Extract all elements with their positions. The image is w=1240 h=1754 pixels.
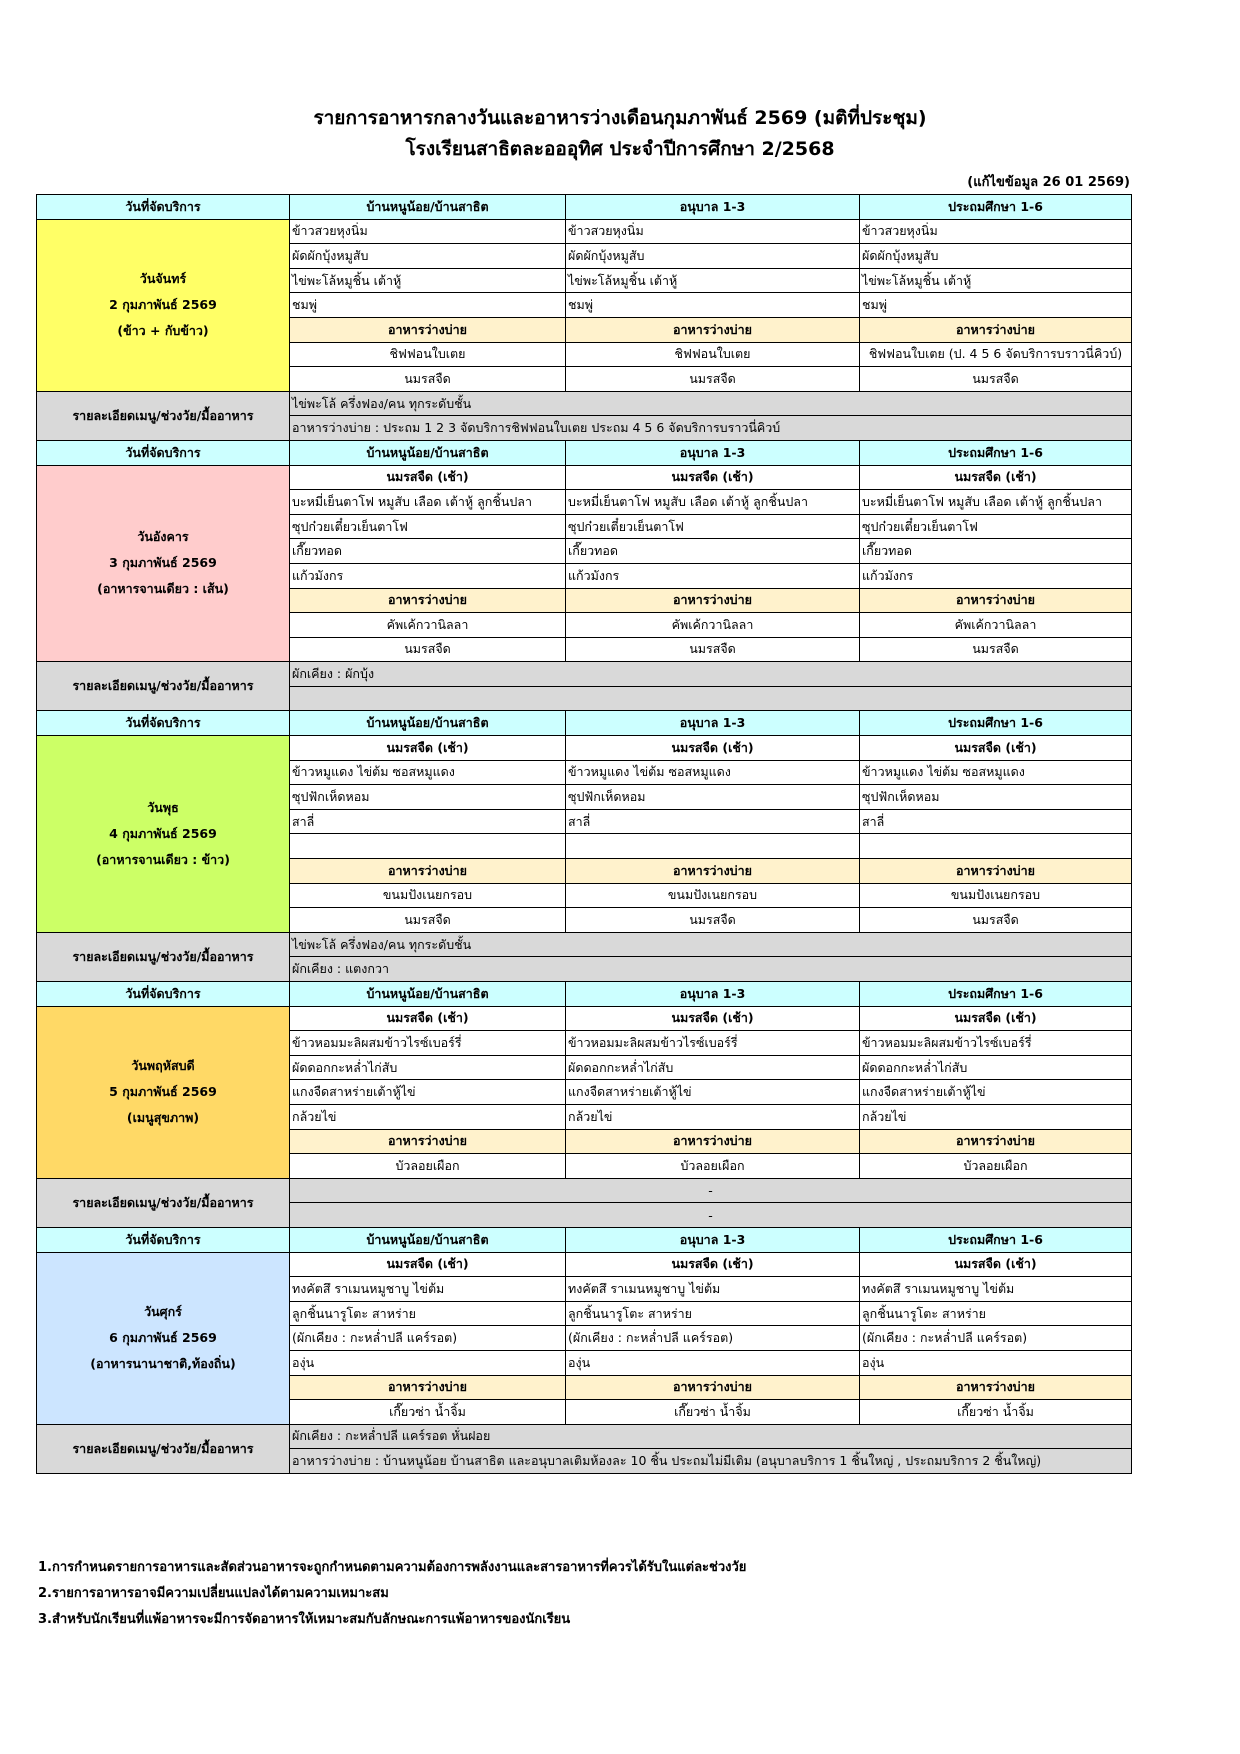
service-day-header: วันที่จัดบริการ <box>37 982 290 1007</box>
dish-cell: ข้าวหอมมะลิผสมข้าวไรซ์เบอร์รี่ <box>566 1031 860 1056</box>
dish-cell: ชมพู่ <box>290 293 566 318</box>
snack-header-cell: อาหารว่างบ่าย <box>860 317 1132 342</box>
col-header-house: บ้านหนูน้อย/บ้านสาธิต <box>290 711 566 736</box>
dish-cell: ลูกชิ้นนารูโตะ สาหร่าย <box>860 1301 1132 1326</box>
day-name: วันพุธ <box>147 799 179 815</box>
footnote: 2.รายการอาหารอาจมีความเปลี่ยนแปลงได้ตามความเหมาะสม <box>38 1586 389 1601</box>
dish-cell: องุ่น <box>566 1350 860 1375</box>
snack-header-cell: อาหารว่างบ่าย <box>290 317 566 342</box>
dish-cell: ข้าวหอมมะลิผสมข้าวไรซ์เบอร์รี่ <box>860 1031 1132 1056</box>
morning-milk-cell: นมรสจืด (เช้า) <box>290 736 566 761</box>
day-date: 4 กุมภาพันธ์ 2569 <box>109 825 217 841</box>
morning-milk-cell: นมรสจืด (เช้า) <box>860 1252 1132 1277</box>
dish-cell: ทงคัตสึ ราเมนหมูชาบู ไข่ต้ม <box>290 1277 566 1302</box>
col-header-primary: ประถมศึกษา 1-6 <box>860 711 1132 736</box>
day-type: (อาหารจานเดียว : เส้น) <box>97 581 229 597</box>
menu-row <box>37 1252 1132 1277</box>
snack-header-cell: อาหารว่างบ่าย <box>860 859 1132 884</box>
dish-cell: ผัดดอกกะหล่ำไก่สับ <box>860 1055 1132 1080</box>
day-label-cell <box>37 465 290 662</box>
col-header-house: บ้านหนูน้อย/บ้านสาธิต <box>290 195 566 220</box>
dish-cell: ข้าวหอมมะลิผสมข้าวไรซ์เบอร์รี่ <box>290 1031 566 1056</box>
dish-cell: แกงจืดสาหร่ายเต้าหู้ไข่ <box>566 1080 860 1105</box>
morning-milk-cell: นมรสจืด (เช้า) <box>566 736 860 761</box>
morning-milk-cell: นมรสจืด (เช้า) <box>290 465 566 490</box>
day-name: วันศุกร์ <box>144 1304 182 1320</box>
snack-header-cell: อาหารว่างบ่าย <box>566 588 860 613</box>
snack-header-cell: อาหารว่างบ่าย <box>860 1375 1132 1400</box>
day-header-row <box>37 195 1132 220</box>
snack-item-cell: ขนมปังเนยกรอบ <box>566 883 860 908</box>
dish-cell: สาลี่ <box>290 809 566 834</box>
edit-note: (แก้ไขข้อมูล 26 01 2569) <box>967 175 1130 190</box>
dish-cell: ชมพู่ <box>860 293 1132 318</box>
snack-header-cell: อาหารว่างบ่าย <box>566 1375 860 1400</box>
dish-cell: ชมพู่ <box>566 293 860 318</box>
snack-item-cell: ขนมปังเนยกรอบ <box>860 883 1132 908</box>
details-value-cell <box>290 686 1132 711</box>
col-header-primary: ประถมศึกษา 1-6 <box>860 1227 1132 1252</box>
details-label-cell: รายละเอียดเมนู/ช่วงวัย/มื้ออาหาร <box>37 1424 290 1473</box>
dish-cell: ซุปฟักเห็ดหอม <box>860 785 1132 810</box>
details-row <box>37 932 1132 957</box>
day-header-row <box>37 440 1132 465</box>
snack-header-cell: อาหารว่างบ่าย <box>290 1129 566 1154</box>
snack-header-cell: อาหารว่างบ่าย <box>860 588 1132 613</box>
dish-cell: แก้วมังกร <box>860 563 1132 588</box>
day-type: (ข้าว + กับข้าว) <box>117 323 209 339</box>
snack-item-cell: คัพเค้กวานิลลา <box>290 613 566 638</box>
menu-row <box>37 465 1132 490</box>
details-value-cell: ไข่พะโล้ ครึ่งฟอง/คน ทุกระดับชั้น <box>290 932 1132 957</box>
dish-cell: แก้วมังกร <box>566 563 860 588</box>
snack-item-cell: นมรสจืด <box>860 908 1132 933</box>
dish-cell: ผัดผักบุ้งหมูสับ <box>290 244 566 269</box>
dish-cell <box>860 834 1132 859</box>
snack-header-cell: อาหารว่างบ่าย <box>290 588 566 613</box>
snack-item-cell: นมรสจืด <box>290 637 566 662</box>
snack-item-cell: ขนมปังเนยกรอบ <box>290 883 566 908</box>
col-header-primary: ประถมศึกษา 1-6 <box>860 982 1132 1007</box>
dish-cell: แก้วมังกร <box>290 563 566 588</box>
col-header-primary: ประถมศึกษา 1-6 <box>860 195 1132 220</box>
snack-item-cell: นมรสจืด <box>290 908 566 933</box>
snack-item-cell: บัวลอยเผือก <box>290 1154 566 1179</box>
details-value-cell: ผักเคียง : กะหล่ำปลี แคร์รอต หั่นฝอย <box>290 1424 1132 1449</box>
day-date: 3 กุมภาพันธ์ 2569 <box>109 555 217 571</box>
dish-cell: สาลี่ <box>860 809 1132 834</box>
day-header-row <box>37 1227 1132 1252</box>
day-name: วันจันทร์ <box>139 271 187 287</box>
snack-item-cell: เกี๊ยวซ่า น้ำจิ้ม <box>566 1400 860 1425</box>
day-name: วันอังคาร <box>137 529 189 545</box>
snack-item-cell: นมรสจืด <box>290 367 566 392</box>
col-header-primary: ประถมศึกษา 1-6 <box>860 440 1132 465</box>
morning-milk-cell: นมรสจืด (เช้า) <box>860 465 1132 490</box>
details-row <box>37 1424 1132 1449</box>
dish-cell: ข้าวสวยหุงนิ่ม <box>860 219 1132 244</box>
dish-cell: (ผักเคียง : กะหล่ำปลี แคร์รอต) <box>290 1326 566 1351</box>
day-date: 2 กุมภาพันธ์ 2569 <box>109 297 217 313</box>
dish-cell: กล้วยไข่ <box>566 1104 860 1129</box>
dish-cell: ข้าวหมูแดง ไข่ต้ม ซอสหมูแดง <box>290 760 566 785</box>
snack-item-cell: คัพเค้กวานิลลา <box>860 613 1132 638</box>
col-header-kindergarten: อนุบาล 1-3 <box>566 711 860 736</box>
details-row <box>37 391 1132 416</box>
snack-item-cell: ชิฟฟอนใบเตย <box>566 342 860 367</box>
dish-cell: ข้าวหมูแดง ไข่ต้ม ซอสหมูแดง <box>566 760 860 785</box>
dish-cell: ลูกชิ้นนารูโตะ สาหร่าย <box>290 1301 566 1326</box>
details-label-cell: รายละเอียดเมนู/ช่วงวัย/มื้ออาหาร <box>37 662 290 711</box>
col-header-house: บ้านหนูน้อย/บ้านสาธิต <box>290 1227 566 1252</box>
details-value-cell: ไข่พะโล้ ครึ่งฟอง/คน ทุกระดับชั้น <box>290 391 1132 416</box>
morning-milk-cell: นมรสจืด (เช้า) <box>566 1006 860 1031</box>
snack-header-cell: อาหารว่างบ่าย <box>566 1129 860 1154</box>
snack-item-cell: บัวลอยเผือก <box>566 1154 860 1179</box>
dish-cell: (ผักเคียง : กะหล่ำปลี แคร์รอต) <box>860 1326 1132 1351</box>
menu-row <box>37 1006 1132 1031</box>
col-header-house: บ้านหนูน้อย/บ้านสาธิต <box>290 440 566 465</box>
dish-cell: ไข่พะโล้หมูชิ้น เต้าหู้ <box>290 268 566 293</box>
snack-header-cell: อาหารว่างบ่าย <box>860 1129 1132 1154</box>
details-value-cell: ผักเคียง : ผักบุ้ง <box>290 662 1132 687</box>
dish-cell: เกี๊ยวทอด <box>566 539 860 564</box>
service-day-header: วันที่จัดบริการ <box>37 195 290 220</box>
dish-cell <box>290 834 566 859</box>
morning-milk-cell: นมรสจืด (เช้า) <box>860 736 1132 761</box>
dish-cell: ผัดดอกกะหล่ำไก่สับ <box>290 1055 566 1080</box>
dish-cell: แกงจืดสาหร่ายเต้าหู้ไข่ <box>290 1080 566 1105</box>
dish-cell: องุ่น <box>860 1350 1132 1375</box>
morning-milk-cell: นมรสจืด (เช้า) <box>566 1252 860 1277</box>
details-value-cell: อาหารว่างบ่าย : บ้านหนูน้อย บ้านสาธิต และอนุบาลเติมห้องละ 10 ชิ้น ประถมไม่มีเติม (อนุบาลบริการ 1 ชิ้นใหญ่ , ประถมบริการ 2 ชิ้นใหญ่) <box>290 1449 1132 1474</box>
footnote: 1.การกำหนดรายการอาหารและสัดส่วนอาหารจะถูกกำหนดตามความต้องการพลังงานและสารอาหารที่ควรได้รับในแต่ละช่วงวัย <box>38 1560 747 1575</box>
dish-cell: แกงจืดสาหร่ายเต้าหู้ไข่ <box>860 1080 1132 1105</box>
snack-item-cell: นมรสจืด <box>566 637 860 662</box>
snack-item-cell: นมรสจืด <box>566 367 860 392</box>
dish-cell: ข้าวสวยหุงนิ่ม <box>566 219 860 244</box>
dish-cell: ผัดดอกกะหล่ำไก่สับ <box>566 1055 860 1080</box>
dish-cell: บะหมี่เย็นตาโฟ หมูสับ เลือด เต้าหู้ ลูกชิ้นปลา <box>860 490 1132 515</box>
dish-cell: (ผักเคียง : กะหล่ำปลี แคร์รอต) <box>566 1326 860 1351</box>
details-row <box>37 662 1132 687</box>
dish-cell: ผัดผักบุ้งหมูสับ <box>566 244 860 269</box>
col-header-kindergarten: อนุบาล 1-3 <box>566 195 860 220</box>
details-label-cell: รายละเอียดเมนู/ช่วงวัย/มื้ออาหาร <box>37 391 290 440</box>
dish-cell: ข้าวสวยหุงนิ่ม <box>290 219 566 244</box>
morning-milk-cell: นมรสจืด (เช้า) <box>860 1006 1132 1031</box>
morning-milk-cell: นมรสจืด (เช้า) <box>290 1252 566 1277</box>
page-subtitle: โรงเรียนสาธิตละอออุทิศ ประจำปีการศึกษา 2/2568 <box>405 138 835 160</box>
dish-cell: กล้วยไข่ <box>290 1104 566 1129</box>
dish-cell: ซุปก๋วยเตี๋ยวเย็นตาโฟ <box>566 514 860 539</box>
menu-row <box>37 736 1132 761</box>
footnote: 3.สำหรับนักเรียนที่แพ้อาหารจะมีการจัดอาหารให้เหมาะสมกับลักษณะการแพ้อาหารของนักเรียน <box>38 1612 571 1627</box>
day-type: (เมนูสุขภาพ) <box>126 1110 200 1126</box>
service-day-header: วันที่จัดบริการ <box>37 1227 290 1252</box>
day-type: (อาหารนานาชาติ,ท้องถิ่น) <box>90 1356 236 1372</box>
snack-item-cell: เกี๊ยวซ่า น้ำจิ้ม <box>860 1400 1132 1425</box>
dish-cell: ไข่พะโล้หมูชิ้น เต้าหู้ <box>860 268 1132 293</box>
snack-item-cell: คัพเค้กวานิลลา <box>566 613 860 638</box>
snack-item-cell: ชิฟฟอนใบเตย (ป. 4 5 6 จัดบริการบราวนี่คิวบ์) <box>860 342 1132 367</box>
snack-item-cell: บัวลอยเผือก <box>860 1154 1132 1179</box>
snack-header-cell: อาหารว่างบ่าย <box>566 859 860 884</box>
menu-row <box>37 219 1132 244</box>
snack-header-cell: อาหารว่างบ่าย <box>290 859 566 884</box>
day-label-cell <box>37 1006 290 1178</box>
page-title: รายการอาหารกลางวันและอาหารว่างเดือนกุมภาพันธ์ 2569 (มติที่ประชุม) <box>313 107 927 129</box>
dish-cell: ทงคัตสึ ราเมนหมูชาบู ไข่ต้ม <box>860 1277 1132 1302</box>
dish-cell: ผัดผักบุ้งหมูสับ <box>860 244 1132 269</box>
dish-cell: เกี๊ยวทอด <box>290 539 566 564</box>
dish-cell: ซุปก๋วยเตี๋ยวเย็นตาโฟ <box>860 514 1132 539</box>
snack-item-cell: นมรสจืด <box>860 637 1132 662</box>
details-value-cell: - <box>290 1203 1132 1228</box>
dish-cell: ไข่พะโล้หมูชิ้น เต้าหู้ <box>566 268 860 293</box>
service-day-header: วันที่จัดบริการ <box>37 711 290 736</box>
snack-header-cell: อาหารว่างบ่าย <box>290 1375 566 1400</box>
dish-cell: ซุปฟักเห็ดหอม <box>290 785 566 810</box>
col-header-house: บ้านหนูน้อย/บ้านสาธิต <box>290 982 566 1007</box>
dish-cell <box>566 834 860 859</box>
details-label-cell: รายละเอียดเมนู/ช่วงวัย/มื้ออาหาร <box>37 932 290 981</box>
snack-header-cell: อาหารว่างบ่าย <box>566 317 860 342</box>
dish-cell: ข้าวหมูแดง ไข่ต้ม ซอสหมูแดง <box>860 760 1132 785</box>
morning-milk-cell: นมรสจืด (เช้า) <box>566 465 860 490</box>
day-label-cell <box>37 1252 290 1424</box>
service-day-header: วันที่จัดบริการ <box>37 440 290 465</box>
day-name: วันพฤหัสบดี <box>131 1058 195 1074</box>
dish-cell: ลูกชิ้นนารูโตะ สาหร่าย <box>566 1301 860 1326</box>
details-label-cell: รายละเอียดเมนู/ช่วงวัย/มื้ออาหาร <box>37 1178 290 1227</box>
dish-cell: กล้วยไข่ <box>860 1104 1132 1129</box>
col-header-kindergarten: อนุบาล 1-3 <box>566 1227 860 1252</box>
snack-item-cell: นมรสจืด <box>566 908 860 933</box>
day-date: 5 กุมภาพันธ์ 2569 <box>109 1084 217 1100</box>
details-row <box>37 1178 1132 1203</box>
details-value-cell: - <box>290 1178 1132 1203</box>
footnotes <box>38 1555 746 1633</box>
dish-cell: ทงคัตสึ ราเมนหมูชาบู ไข่ต้ม <box>566 1277 860 1302</box>
day-label-cell <box>37 736 290 933</box>
day-header-row <box>37 711 1132 736</box>
dish-cell: ซุปฟักเห็ดหอม <box>566 785 860 810</box>
snack-item-cell: ชิฟฟอนใบเตย <box>290 342 566 367</box>
day-date: 6 กุมภาพันธ์ 2569 <box>109 1330 217 1346</box>
day-type: (อาหารจานเดียว : ข้าว) <box>96 851 230 867</box>
dish-cell: สาลี่ <box>566 809 860 834</box>
dish-cell: เกี๊ยวทอด <box>860 539 1132 564</box>
col-header-kindergarten: อนุบาล 1-3 <box>566 440 860 465</box>
dish-cell: บะหมี่เย็นตาโฟ หมูสับ เลือด เต้าหู้ ลูกชิ้นปลา <box>566 490 860 515</box>
snack-item-cell: เกี๊ยวซ่า น้ำจิ้ม <box>290 1400 566 1425</box>
morning-milk-cell: นมรสจืด (เช้า) <box>290 1006 566 1031</box>
menu-table-body <box>37 195 1132 1474</box>
details-value-cell: ผักเคียง : แตงกวา <box>290 957 1132 982</box>
day-header-row <box>37 982 1132 1007</box>
menu-table <box>36 194 1132 1474</box>
day-label-cell <box>37 219 290 391</box>
snack-item-cell: นมรสจืด <box>860 367 1132 392</box>
dish-cell: ซุปก๋วยเตี๋ยวเย็นตาโฟ <box>290 514 566 539</box>
details-value-cell: อาหารว่างบ่าย : ประถม 1 2 3 จัดบริการชิฟฟอนใบเตย ประถม 4 5 6 จัดบริการบราวนี่คิวบ์ <box>290 416 1132 441</box>
col-header-kindergarten: อนุบาล 1-3 <box>566 982 860 1007</box>
dish-cell: บะหมี่เย็นตาโฟ หมูสับ เลือด เต้าหู้ ลูกชิ้นปลา <box>290 490 566 515</box>
dish-cell: องุ่น <box>290 1350 566 1375</box>
